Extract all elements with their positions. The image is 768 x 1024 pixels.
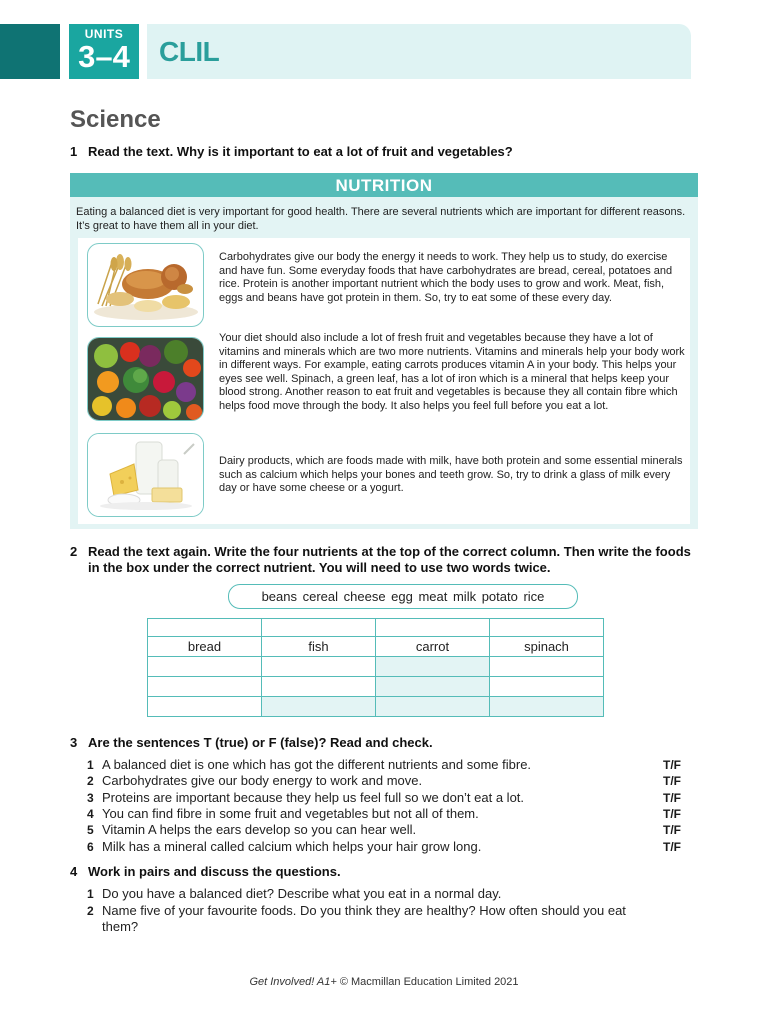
statement-text: Carbohydrates give our body energy to work and move. [102,773,423,788]
question-number: 4 [70,864,78,879]
nutrition-heading: NUTRITION [70,173,698,197]
statement-number: 5 [87,823,94,837]
statement-text: Proteins are important because they help us feel full so we don’t eat a lot. [102,790,525,805]
statement-number: 1 [87,758,94,772]
answer-cell[interactable] [376,697,490,717]
footer-book-title: Get Involved! A1+ [249,976,337,988]
statement-text: A balanced diet is one which has got the different nutrients and some fibre. [102,757,532,772]
header-banner [147,24,691,79]
true-false-choice[interactable]: T/F [663,758,681,772]
question-number: 3 [70,735,78,750]
question-text: Read the text again. Write the four nutrients at the top of the correct column. Then write the foods in the box under the correct nutrient. You will need to use two words twice. [88,544,691,575]
footer [0,976,768,988]
section-label: CLIL [159,36,220,67]
food-cell: carrot [376,637,490,657]
answer-cell[interactable] [376,677,490,697]
question-number: 1 [70,144,78,159]
true-false-choice[interactable]: T/F [663,807,681,821]
answer-cell[interactable] [262,677,376,697]
answer-cell[interactable] [490,657,604,677]
answer-cell[interactable] [148,697,262,717]
question-number: 2 [70,544,78,559]
footer-copyright: © Macmillan Education Limited 2021 [339,976,519,988]
answer-cell[interactable] [376,657,490,677]
nutrient-header-cell[interactable] [148,619,262,637]
food-cell: fish [262,637,376,657]
food-cell: spinach [490,637,604,657]
dairy-products-image [87,433,204,517]
carbohydrates-protein-paragraph: Carbohydrates give our body the energy it needs to work. They help us to study, do exercise and have fun. Some everyday foods that have carbohydrates are bread, cereal, potatoes and rice. Protein is another important nutrient which the body uses to grow and work. Meat, fish, eggs and beans have got protein in them. So, try to eat some of these every day. [219,251,673,304]
nutrient-header-cell[interactable] [490,619,604,637]
question-3 [70,735,670,753]
question-1 [70,144,710,162]
discussion-text: Name five of your favourite foods. Do you think they are healthy? How often should you eat them? [102,903,626,934]
answer-cell[interactable] [490,697,604,717]
statement-number: 2 [87,774,94,788]
true-false-choice[interactable]: T/F [663,823,681,837]
fruit-vegetables-image [87,337,204,421]
discussion-text: Do you have a balanced diet? Describe what you eat in a normal day. [102,886,502,901]
true-false-choice[interactable]: T/F [663,791,681,805]
units-label: UNITS [84,27,124,41]
page-title: Science [70,106,161,133]
statement-number: 4 [87,807,94,821]
question-4 [70,864,670,882]
statement-number: 6 [87,840,94,854]
answer-cell[interactable] [262,697,376,717]
answer-cell[interactable] [148,677,262,697]
bread-cereals-image [87,243,204,327]
question-text: Work in pairs and discuss the questions. [88,864,341,879]
nutrient-header-cell[interactable] [262,619,376,637]
statement-text: Milk has a mineral called calcium which helps your hair grow long. [102,839,482,854]
dairy-paragraph: Dairy products, which are foods made with milk, have both protein and some essential minerals such as calcium which helps your bones and teeth grow. So, try to drink a glass of milk every day or have some cheese or a yogurt. [219,455,683,495]
fruit-vegetables-paragraph: Your diet should also include a lot of fresh fruit and vegetables because they have a lot of vitamins and minerals which are two more nutrients. Vitamins and minerals help your body work in different ways. For example, eating carrots produces vitamin A in your body. This helps your eyes see well. Spinach, a green leaf, has a lot of iron which is a mineral that helps keep your blood strong. Another reason to eat fruit and vegetables is because they all contain fibre which helps food move through the body. It also helps you feel full before you eat a lot. [219,332,685,412]
answer-cell[interactable] [490,677,604,697]
answer-cell[interactable] [262,657,376,677]
true-false-choice[interactable]: T/F [663,840,681,854]
nutrition-intro: Eating a balanced diet is very important for good health. There are several nutrients which are important for different reasons. It’s great to have them all in your diet. [76,206,686,232]
question-text: Are the sentences T (true) or F (false)? Read and check. [88,735,433,750]
units-range: 3–4 [78,39,130,74]
statement-number: 3 [87,791,94,805]
nutrient-table [147,618,604,717]
discussion-number: 2 [87,904,94,918]
statement-text: You can find fibre in some fruit and vegetables but not all of them. [102,806,479,821]
discussion-number: 1 [87,887,94,901]
header-accent-block [0,24,60,79]
answer-cell[interactable] [148,657,262,677]
nutrient-header-cell[interactable] [376,619,490,637]
true-false-choice[interactable]: T/F [663,774,681,788]
food-cell: bread [148,637,262,657]
question-2 [70,544,700,578]
statement-text: Vitamin A helps the ears develop so you can hear well. [102,822,417,837]
units-badge [69,24,139,79]
question-text: Read the text. Why is it important to eat a lot of fruit and vegetables? [88,144,513,159]
word-box: beans cereal cheese egg meat milk potato rice [228,584,578,609]
